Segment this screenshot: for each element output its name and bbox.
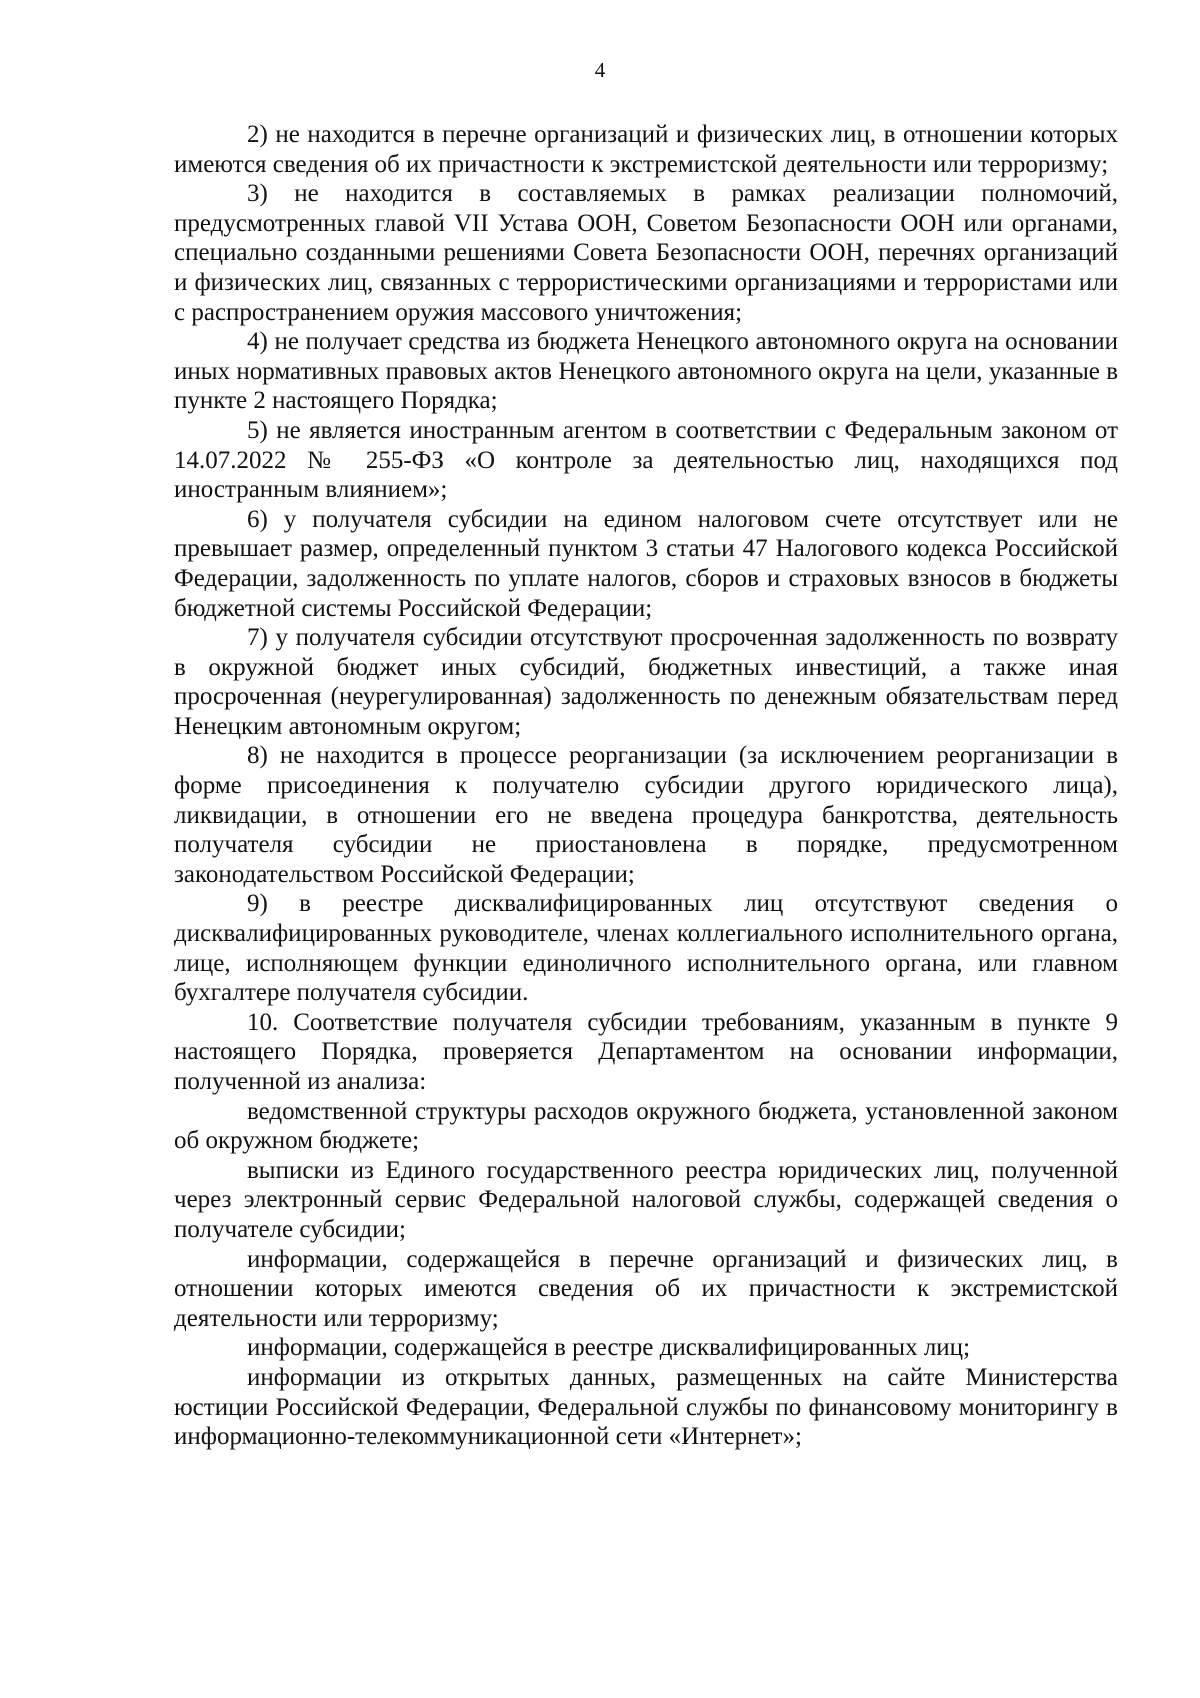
paragraph-source-extremism-list: информации, содержащейся в перечне организаций и физических лиц, в отношении которых имеются сведения об их причастности к экстремистской деятельности или терроризму; bbox=[174, 1245, 1118, 1332]
paragraph-item-9: 9) в реестре дисквалифицированных лиц отсутствуют сведения о дисквалифицированных руководителе, членах коллегиального исполнительного органа, лице, исполняющем функции единоличного исполнительного органа, или главном бухгалтере получателя субсидии. bbox=[174, 890, 1118, 1007]
paragraph-item-6: 6) у получателя субсидии на едином налоговом счете отсутствует или не превышает размер, определенный пунктом 3 статьи 47 Налогового кодекса Российской Федерации, задолженность по уплате налогов, сборов и страховых взносов в бюджеты бюджетной системы Российской Федерации; bbox=[174, 505, 1118, 622]
paragraph-item-3: 3) не находится в составляемых в рамках реализации полномочий, предусмотренных главой VII Устава ООН, Советом Безопасности ООН или органами, специально созданными решениями Совета Безопасности ООН, перечнях организаций и физических лиц, связанных с террористическими организациями и террористами или с распространением оружия массового уничтожения; bbox=[174, 180, 1118, 326]
paragraph-item-7: 7) у получателя субсидии отсутствуют просроченная задолженность по возврату в окружной бюджет иных субсидий, бюджетных инвестиций, а также иная просроченная (неурегулированная) задолженность по денежным обязательствам перед Ненецким автономным округом; bbox=[174, 624, 1118, 740]
paragraph-item-8: 8) не находится в процессе реорганизации (за исключением реорганизации в форме присоединения к получателю субсидии другого юридического лица), ликвидации, в отношении его не введена процедура банкротства, деятельность получателя субсидии не приостановлена в порядке, предусмотренном законодательством Российской Федерации; bbox=[174, 742, 1118, 888]
paragraph-item-4: 4) не получает средства из бюджета Ненецкого автономного округа на основании иных нормативных правовых актов Ненецкого автономного округа на цели, указанные в пункте 2 настоящего Порядка; bbox=[174, 328, 1118, 415]
paragraph-section-10: 10. Соответствие получателя субсидии требованиям, указанным в пункте 9 настоящего Порядка, проверяется Департаментом на основании информации, полученной из анализа: bbox=[174, 1008, 1118, 1095]
paragraph-source-egrul-extract: выписки из Единого государственного реестра юридических лиц, полученной через электронный сервис Федеральной налоговой службы, содержащей сведения о получателе субсидии; bbox=[174, 1156, 1118, 1243]
paragraph-item-2: 2) не находится в перечне организаций и физических лиц, в отношении которых имеются сведения об их причастности к экстремистской деятельности или терроризму; bbox=[174, 121, 1118, 178]
paragraph-source-budget-structure: ведомственной структуры расходов окружного бюджета, установленной законом об окружном бюджете; bbox=[174, 1097, 1118, 1155]
paragraph-item-5: 5) не является иностранным агентом в соответствии с Федеральным законом от 14.07.2022 № 255-ФЗ «О контроле за деятельностью лиц, находящихся под иностранным влиянием»; bbox=[174, 416, 1118, 504]
document-body bbox=[174, 120, 1118, 1452]
page-number: 4 bbox=[594, 58, 606, 82]
paragraph-source-open-data: информации из открытых данных, размещенных на сайте Министерства юстиции Российской Федерации, Федеральной службы по финансовому мониторингу в информационно-телекоммуникационной сети «Интернет»; bbox=[174, 1363, 1118, 1451]
paragraph-source-disqualified-registry: информации, содержащейся в реестре дисквалифицированных лиц; bbox=[247, 1334, 971, 1362]
